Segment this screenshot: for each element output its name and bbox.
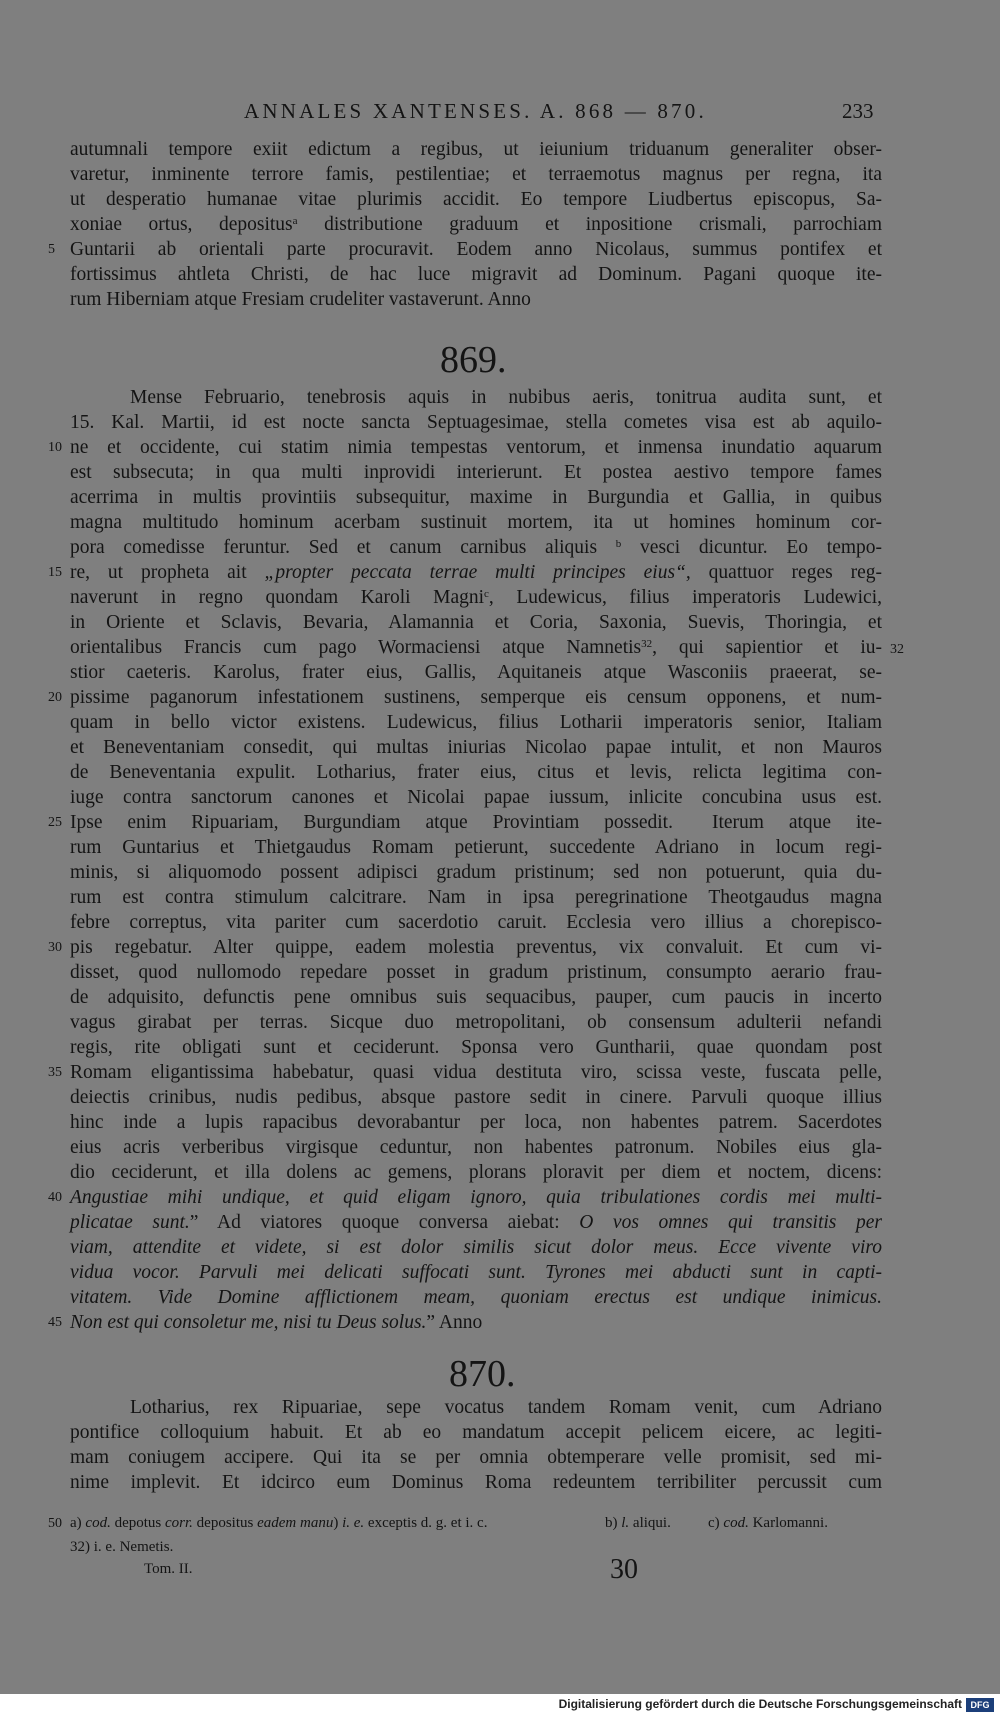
footnote-mark-c: c <box>484 588 489 600</box>
footnote-mark-b: b <box>615 538 622 550</box>
page-number: 233 <box>842 99 874 123</box>
text-line: viam, attendite et videte, si est dolor similis sicut dolor meus. Ecce vivente viro <box>70 1237 882 1258</box>
year-heading: 869. <box>440 339 507 381</box>
text-line: fortissimus ahtleta Christi, de hac luce migravit ad Dominum. Pagani quoque ite- <box>70 264 882 285</box>
text-line: re, ut propheta ait „propter peccata terrae multi principes eius“, quattuor reges reg- <box>70 562 883 583</box>
line-number: 35 <box>48 1065 62 1080</box>
text-line: Romam eligantissima habebatur, quasi vidua destituta viro, scissa veste, fuscata pelle, <box>70 1062 882 1083</box>
line-number: 50 <box>48 1516 62 1531</box>
line-number: 10 <box>48 440 62 455</box>
text-line: dio ceciderunt, et illa dolens ac gemens, plorans ploravit per diem et noctem, dicens: <box>70 1162 882 1183</box>
text-line: vitatem. Vide Domine afflictionem meam, quoniam erectus est undique inimicus. <box>70 1287 882 1308</box>
text-line: Ipse enim Ripuariam, Burgundiam atque Provintiam possedit. Iterum atque ite- <box>70 812 882 833</box>
text-line: regis, rite obligati sunt et ceciderunt. Sponsa vero Guntharii, quae quondam post <box>70 1037 882 1058</box>
line-number: 5 <box>48 242 55 257</box>
text-line: Mense Februario, tenebrosis aquis in nubibus aeris, tonitrua audita sunt, et <box>130 387 882 408</box>
footnote-mark-a: a <box>292 215 298 227</box>
text-line: pis regebatur. Alter quippe, eadem molestia preventus, vix convaluit. Et cum vi- <box>70 937 882 958</box>
text-line: de Beneventania expulit. Lotharius, frater eius, citus et levis, relicta legitima con- <box>70 762 882 783</box>
text-line: de adquisito, defunctis pene omnibus suis sequacibus, pauper, cum paucis in incerto <box>70 987 882 1008</box>
text-line: ne et occidente, cui statim nimia tempestas ventorum, et inmensa inundatio aquarum <box>70 437 882 458</box>
dfg-logo-icon: DFG <box>966 1698 994 1712</box>
footnote-a: a) cod. depotus corr. depositus eadem manu) i. e. exceptis d. g. et i. c. <box>70 1515 488 1531</box>
footnote-c: c) cod. Karlomanni. <box>708 1515 828 1531</box>
line-number: 45 <box>48 1315 62 1330</box>
text-line: febre correptus, vita pariter cum sacerdotio caruit. Ecclesia vero illius a chorepisco- <box>70 912 882 933</box>
funding-text: Digitalisierung gefördert durch die Deutsche Forschungsgemeinschaft <box>558 1697 962 1711</box>
line-number: 25 <box>48 815 62 830</box>
text-line: pissime paganorum infestationem sustinens, semperque eis censum opponens, et num- <box>70 687 882 708</box>
text-line: quam in bello victor existens. Ludewicus, filius Lotharii imperatoris senior, Italiam <box>70 712 882 733</box>
text-line: Angustiae mihi undique, et quid eligam ignoro, quia tribulationes cordis mei multi- <box>70 1187 882 1208</box>
text-line: xoniae ortus, depositus$^a$ distributione graduum et inpositione crismali, parrochiam <box>70 214 882 235</box>
text-line: iuge contra sanctorum canones et Nicolai papae iussum, inlicite concubina usus est. <box>70 787 882 808</box>
running-head: ANNALES XANTENSES. A. 868 — 870. <box>244 99 707 123</box>
text-line: et Beneventaniam consedit, qui multas iniurias Nicolao papae intulit, et non Mauros <box>70 737 882 758</box>
line-number: 15 <box>48 565 62 580</box>
text-line: in Oriente et Sclavis, Bevaria, Alamannia et Coria, Saxonia, Suevis, Thoringia, et <box>70 612 882 633</box>
text-line: Guntarii ab orientali parte procuravit. Eodem anno Nicolaus, summus pontifex et <box>70 239 882 260</box>
year-heading: 870. <box>449 1353 516 1395</box>
text-line: eius acris verberibus virgisque ceduntur, non habentes patronum. Nobiles eius gla- <box>70 1137 882 1158</box>
line-number: 40 <box>48 1190 62 1205</box>
margin-note: 32 <box>890 642 904 657</box>
text-line: vagus girabat per terras. Sicque duo metropolitani, ob consensum adulterii nefandi <box>70 1012 882 1033</box>
text-line: varetur, inminente terrore famis, pestilentiae; et terraemotus magnus per regna, ita <box>70 164 882 185</box>
text-line: pontifice colloquium habuit. Et ab eo mandatum accepit pelicem eicere, ac legiti- <box>70 1422 882 1443</box>
line-number: 20 <box>48 690 62 705</box>
text-line: autumnali tempore exiit edictum a regibus, ut ieiunium triduanum generaliter obser- <box>70 139 882 160</box>
text-line: Lotharius, rex Ripuariae, sepe vocatus tandem Romam venit, cum Adriano <box>130 1397 882 1418</box>
tome-label: Tom. II. <box>144 1561 193 1577</box>
text-line: mam coniugem accipere. Qui ita se per omnia obtemperare velle promisit, sed mi- <box>70 1447 882 1468</box>
signature-mark: 30 <box>610 1554 638 1585</box>
text-line: rum Guntarius et Thietgaudus Romam petierunt, succedente Adriano in locum regi- <box>70 837 882 858</box>
text-line: ut desperatio humanae vitae plurimis accidit. Eo tempore Liudbertus episcopus, Sa- <box>70 189 882 210</box>
funding-banner <box>0 1694 1000 1717</box>
text-line: est subsecuta; in qua multi inprovidi interierunt. Et postea aestivo tempore fames <box>70 462 882 483</box>
footnote-32: 32) i. e. Nemetis. <box>70 1539 174 1555</box>
line-number: 30 <box>48 940 62 955</box>
text-line: hinc inde a lupis rapacibus devorabantur per loca, non habentes patrem. Sacerdotes <box>70 1112 882 1133</box>
text-line: nime implevit. Et idcirco eum Dominus Roma redeuntem terribiliter percussit cum <box>70 1472 882 1493</box>
text-line: plicatae sunt.” Ad viatores quoque conversa aiebat: O vos omnes qui transitis per <box>70 1212 882 1233</box>
text-line: stior caeteris. Karolus, frater eius, Gallis, Aquitaneis atque Wasconiis praeerat, se- <box>70 662 882 683</box>
footnote-b: b) l. aliqui. <box>605 1515 671 1531</box>
footnote-mark-32: 32 <box>641 638 653 650</box>
text-line: magna multitudo hominum acerbam sustinuit mortem, ita ut homines hominum cor- <box>70 512 882 533</box>
text-line: minis, si aliquomodo possent adipisci gradum pristinum; sed non potuerunt, quia du- <box>70 862 882 883</box>
text-line: disset, quod nullomodo repedare posset in gradum pristinum, consumpto aerario frau- <box>70 962 882 983</box>
text-line: pora comedisse feruntur. Sed et canum carnibus aliquis $^b$ vesci dicuntur. Eo tempo- <box>70 537 883 558</box>
text-line: deiectis crinibus, nudis pedibus, absque pastore sedit in cinere. Parvuli quoque illius <box>70 1087 882 1108</box>
text-line: Non est qui consoletur me, nisi tu Deus solus.” Anno <box>70 1312 483 1333</box>
text-line: vidua vocor. Parvuli mei delicati suffocati sunt. Tyrones mei abducti sunt in capti- <box>70 1262 882 1283</box>
text-line: rum Hiberniam atque Fresiam crudeliter vastaverunt. Anno <box>70 289 531 310</box>
text-line: naverunt in regno quondam Karoli Magni$^c$, Ludewicus, filius imperatoris Ludewici, <box>70 587 882 608</box>
text-line: rum est contra stimulum calcitrare. Nam in ipsa peregrinatione Theotgaudus magna <box>70 887 882 908</box>
text-line: orientalibus Francis cum pago Wormaciensi atque Namnetis$^{32}$, qui sapientior et iu- <box>70 637 882 658</box>
text-line: 15. Kal. Martii, id est nocte sancta Septuagesimae, stella cometes visa est ab aquilo- <box>70 412 882 433</box>
text-line: acerrima in multis provintiis subsequitur, maxime in Burgundia et Gallia, in quibus <box>70 487 882 508</box>
